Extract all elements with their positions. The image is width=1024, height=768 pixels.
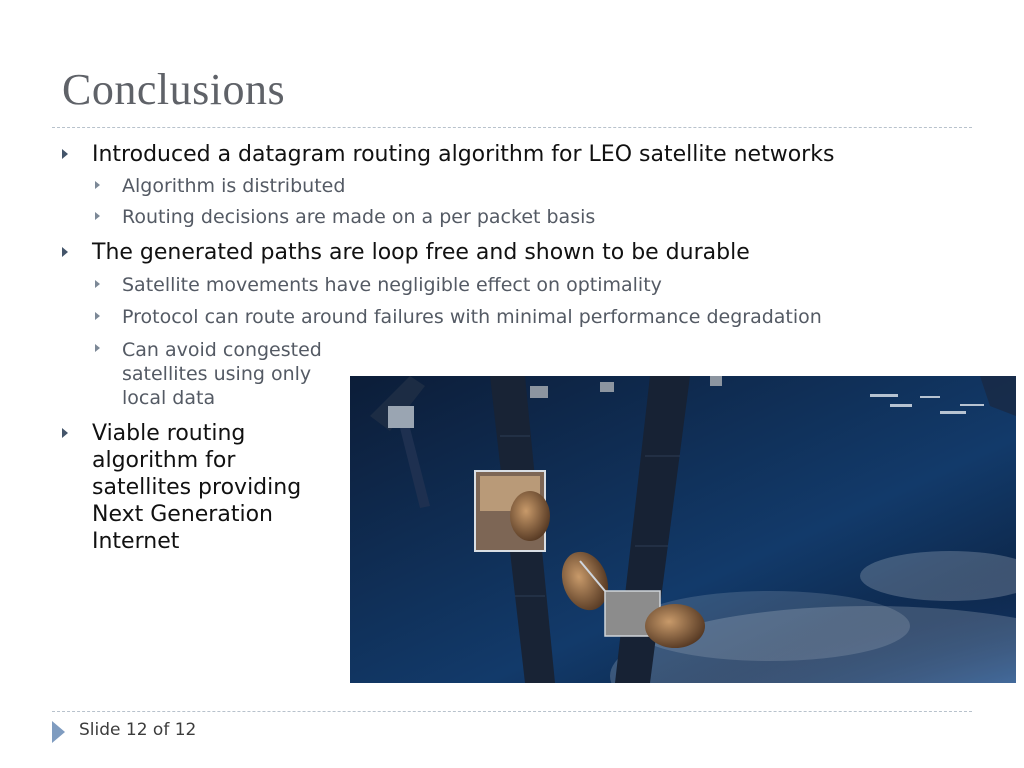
- bullet-arrow-icon: [95, 344, 100, 352]
- bullet-level2: [95, 274, 662, 297]
- bullet-level1: [62, 239, 750, 266]
- bullet-level2: [95, 206, 595, 229]
- slide-arrow-icon: [52, 721, 65, 743]
- slide-title: Conclusions: [62, 65, 286, 114]
- bullet-line: Can avoid congested: [122, 339, 322, 361]
- title-divider: [52, 127, 972, 128]
- bullet-arrow-icon: [95, 312, 100, 320]
- bullet-level2: [95, 338, 322, 410]
- satellites-photo: [350, 376, 1016, 683]
- bullet-line: algorithm for: [92, 448, 236, 473]
- bullet-text: The generated paths are loop free and shown to be durable: [92, 240, 750, 265]
- bullet-line: satellites providing: [92, 475, 302, 500]
- bullet-level2: [95, 306, 822, 329]
- bullet-text: Protocol can route around failures with minimal performance degradation: [122, 306, 822, 328]
- bullet-arrow-icon: [95, 181, 100, 189]
- satellites-illustration: [350, 376, 1016, 683]
- slide-number: Slide 12 of 12: [79, 720, 197, 740]
- bullet-text: [122, 338, 322, 410]
- bullet-arrow-icon: [62, 247, 68, 257]
- bullet-level2: [95, 175, 345, 198]
- bullet-arrow-icon: [95, 280, 100, 288]
- bullet-line: Internet: [92, 529, 180, 554]
- bullet-text: Algorithm is distributed: [122, 175, 346, 197]
- bullet-arrow-icon: [62, 149, 68, 159]
- bullet-line: local data: [122, 387, 216, 409]
- bullet-level1: [62, 141, 834, 168]
- bullet-arrow-icon: [95, 212, 100, 220]
- bullet-level1: [62, 420, 301, 555]
- footer-divider: [52, 711, 972, 712]
- bullet-text: [92, 420, 301, 555]
- bullet-text: Satellite movements have negligible effect on optimality: [122, 274, 662, 296]
- bullet-line: Viable routing: [92, 421, 246, 446]
- bullet-line: Next Generation: [92, 502, 273, 527]
- bullet-text: Introduced a datagram routing algorithm for LEO satellite networks: [92, 142, 835, 167]
- bullet-arrow-icon: [62, 428, 68, 438]
- bullet-text: Routing decisions are made on a per packet basis: [122, 206, 596, 228]
- bullet-line: satellites using only: [122, 363, 312, 385]
